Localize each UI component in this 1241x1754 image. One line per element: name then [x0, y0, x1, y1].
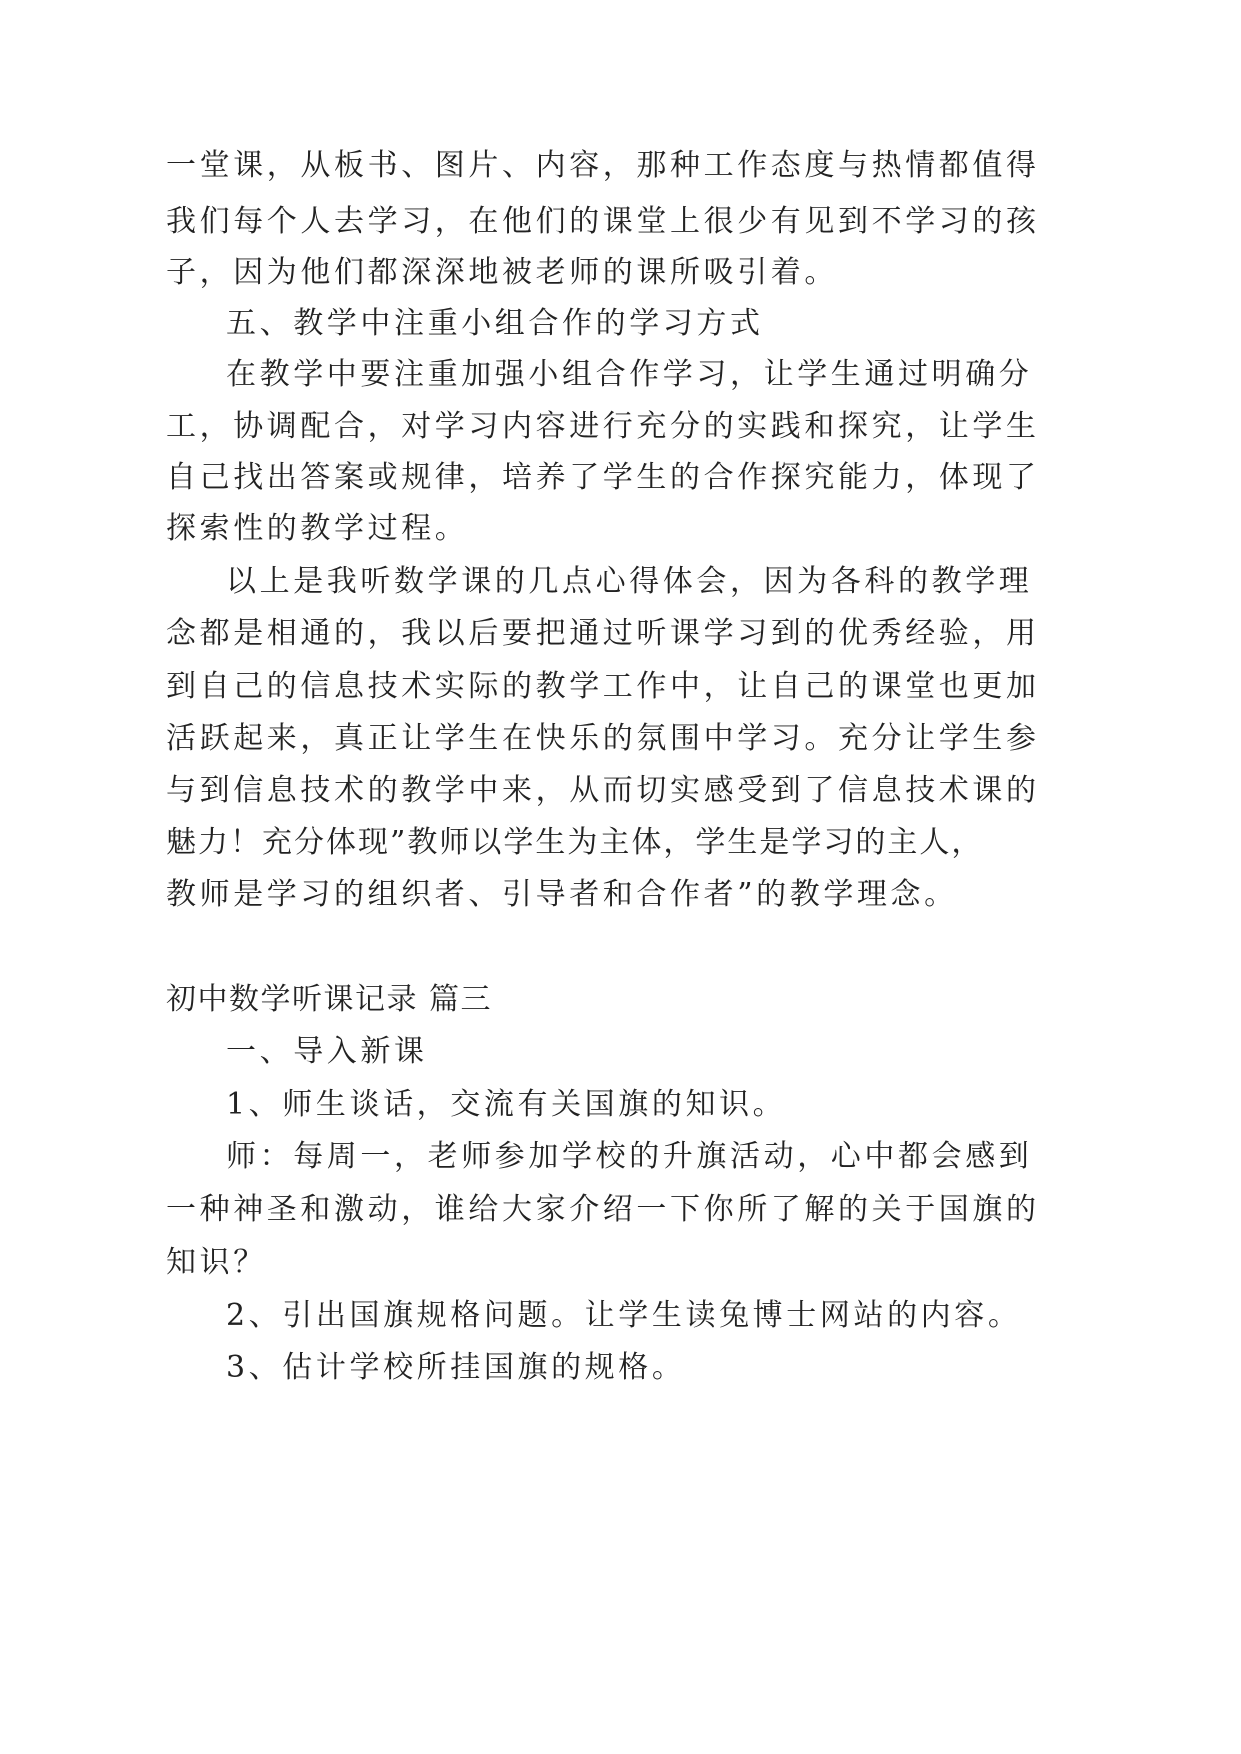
- body-text-line: 活跃起来，真正让学生在快乐的氛围中学习。充分让学生参: [166, 721, 1040, 756]
- body-text-line: 与到信息技术的教学中来，从而切实感受到了信息技术课的: [166, 773, 1040, 808]
- body-text-line: 念都是相通的，我以后要把通过听课学习到的优秀经验，用: [166, 616, 1040, 651]
- body-text-line: 自己找出答案或规律，培养了学生的合作探究能力，体现了: [166, 460, 1040, 495]
- body-text-line: 教师是学习的组织者、引导者和合作者”的教学理念。: [166, 877, 958, 912]
- body-text-line: 一堂课，从板书、图片、内容，那种工作态度与热情都值得: [166, 148, 1040, 183]
- section-title: 初中数学听课记录 篇三: [166, 982, 493, 1017]
- subsection-heading: 一、导入新课: [226, 1034, 428, 1069]
- body-text-line: 师：每周一，老师参加学校的升旗活动，心中都会感到: [226, 1139, 1033, 1174]
- body-text-line: 知识？: [166, 1245, 267, 1280]
- body-text-line: 工，协调配合，对学习内容进行充分的实践和探究，让学生: [166, 409, 1040, 444]
- body-text-line: 一种神圣和激动，谁给大家介绍一下你所了解的关于国旗的: [166, 1192, 1040, 1227]
- list-item: 2、引出国旗规格问题。让学生读兔博士网站的内容。: [226, 1298, 1022, 1333]
- body-text-line: 探索性的教学过程。: [166, 511, 469, 546]
- body-text-line: 我们每个人去学习，在他们的课堂上很少有见到不学习的孩: [166, 204, 1040, 239]
- body-text-line: 魅力！充分体现”教师以学生为主体，学生是学习的主人，: [166, 825, 984, 860]
- body-text-line: 子，因为他们都深深地被老师的课所吸引着。: [166, 255, 838, 290]
- section-heading: 五、教学中注重小组合作的学习方式: [226, 306, 764, 341]
- body-text-line: 以上是我听数学课的几点心得体会，因为各科的教学理: [226, 564, 1033, 599]
- list-item: 3、估计学校所挂国旗的规格。: [226, 1350, 686, 1385]
- body-text-line: 到自己的信息技术实际的教学工作中，让自己的课堂也更加: [166, 669, 1040, 704]
- body-text-line: 在教学中要注重加强小组合作学习，让学生通过明确分: [226, 357, 1033, 392]
- list-item: 1、师生谈话，交流有关国旗的知识。: [226, 1087, 787, 1122]
